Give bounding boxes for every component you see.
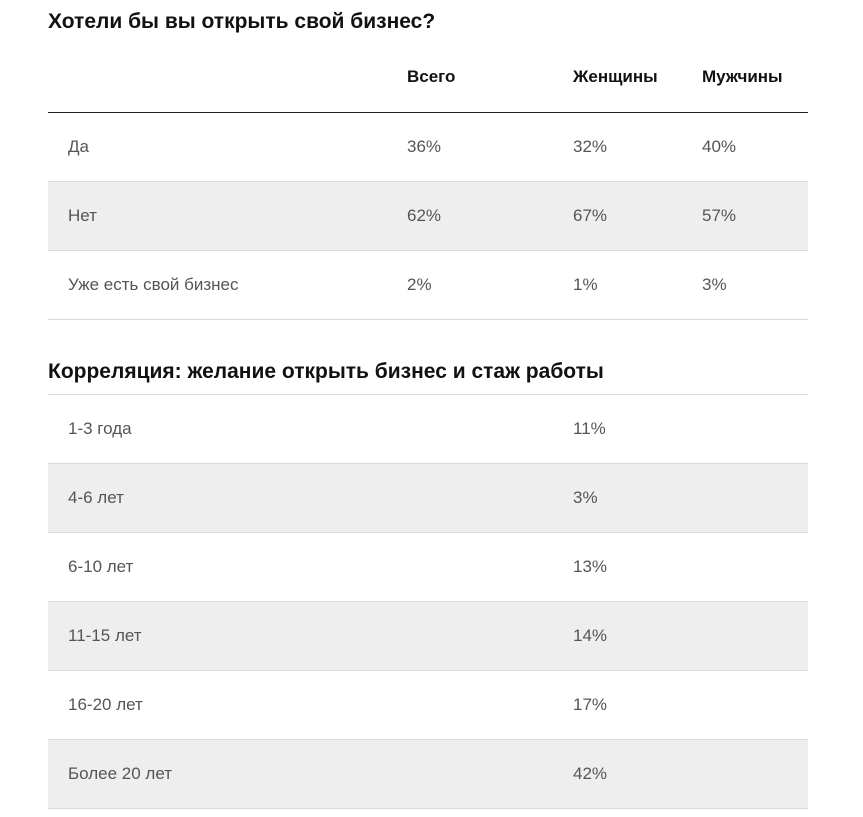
header-total: Всего — [407, 67, 456, 86]
cell-total: 62% — [407, 206, 442, 225]
row-label: Более 20 лет — [68, 764, 173, 783]
row-label: 1-3 года — [68, 419, 132, 438]
table-row — [48, 533, 808, 602]
cell-men: 3% — [702, 275, 727, 294]
survey-table — [48, 56, 808, 320]
cell-value: 13% — [573, 557, 608, 576]
cell-women: 1% — [573, 275, 598, 294]
table-row — [48, 602, 808, 671]
cell-value: 11% — [573, 419, 606, 438]
cell-value: 42% — [573, 764, 608, 783]
row-label: 16-20 лет — [68, 695, 143, 714]
survey-title: Хотели бы вы открыть свой бизнес? — [48, 10, 436, 33]
row-label: 4-6 лет — [68, 488, 124, 507]
cell-total: 2% — [407, 275, 432, 294]
cell-value: 3% — [573, 488, 598, 507]
table-row — [48, 395, 808, 464]
table-row — [48, 464, 808, 533]
correlation-table — [48, 394, 808, 809]
cell-women: 32% — [573, 137, 608, 156]
row-label: Нет — [68, 206, 97, 225]
row-label: Уже есть свой бизнес — [68, 275, 239, 294]
row-label: 11-15 лет — [68, 626, 142, 645]
survey-table-header — [48, 56, 808, 113]
table-row — [48, 671, 808, 740]
header-women: Женщины — [573, 67, 658, 86]
header-men: Мужчины — [702, 67, 783, 86]
row-label: 6-10 лет — [68, 557, 134, 576]
cell-women: 67% — [573, 206, 608, 225]
cell-value: 14% — [573, 626, 608, 645]
row-label: Да — [68, 137, 89, 156]
correlation-title: Корреляция: желание открыть бизнес и стаж работы — [48, 360, 604, 383]
cell-total: 36% — [407, 137, 442, 156]
table-row — [48, 251, 808, 320]
cell-men: 40% — [702, 137, 737, 156]
table-row — [48, 182, 808, 251]
cell-value: 17% — [573, 695, 608, 714]
cell-men: 57% — [702, 206, 737, 225]
table-row — [48, 740, 808, 809]
table-row — [48, 113, 808, 182]
